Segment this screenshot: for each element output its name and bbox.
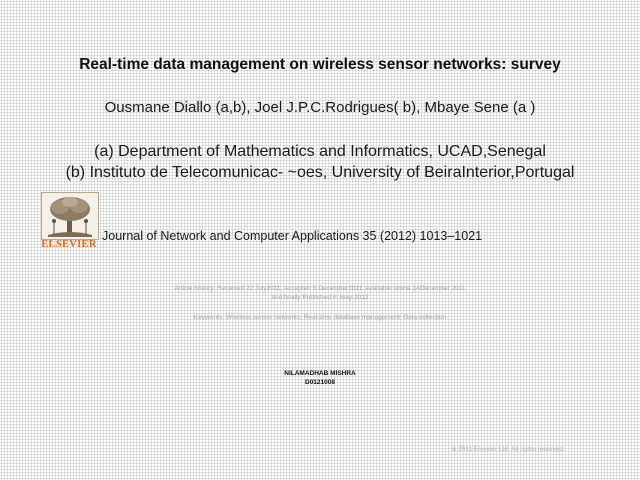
paper-title: Real-time data management on wireless sensor networks: survey <box>79 56 561 73</box>
elsevier-wordmark: ELSEVIER <box>41 239 97 250</box>
keywords: Keywords: Wireless sensor networks, Real-time database management, Data collection <box>193 314 447 321</box>
affiliation-b: (b) Instituto de Telecomunicac- ~oes, University of BeiraInterior,Portugal <box>65 164 575 181</box>
presenter-id: D0121008 <box>305 379 335 386</box>
presenter-name: NILAMADHAB MISHRA <box>284 370 356 377</box>
presenter <box>0 369 640 387</box>
elsevier-logo <box>39 192 99 254</box>
copyright-notice: & 2011 Elsevier Ltd. All rights reserved. <box>452 446 565 453</box>
elsevier-tree-icon <box>41 192 99 240</box>
history-line-2: and finally Published in May-2012 <box>271 294 369 301</box>
authors-line: Ousmane Diallo (a,b), Joel J.P.C.Rodrigues( b), Mbaye Sene (a ) <box>104 99 536 116</box>
affiliation-a: (a) Department of Mathematics and Informatics, UCAD,Senegal <box>94 143 546 160</box>
article-history <box>0 284 640 302</box>
history-line-1: Article history: Received 22 July2011, Accepted 5 December2011, Available online 14December 2011 <box>174 285 466 292</box>
journal-citation: Journal of Network and Computer Applications 35 (2012) 1013–1021 <box>102 229 483 243</box>
